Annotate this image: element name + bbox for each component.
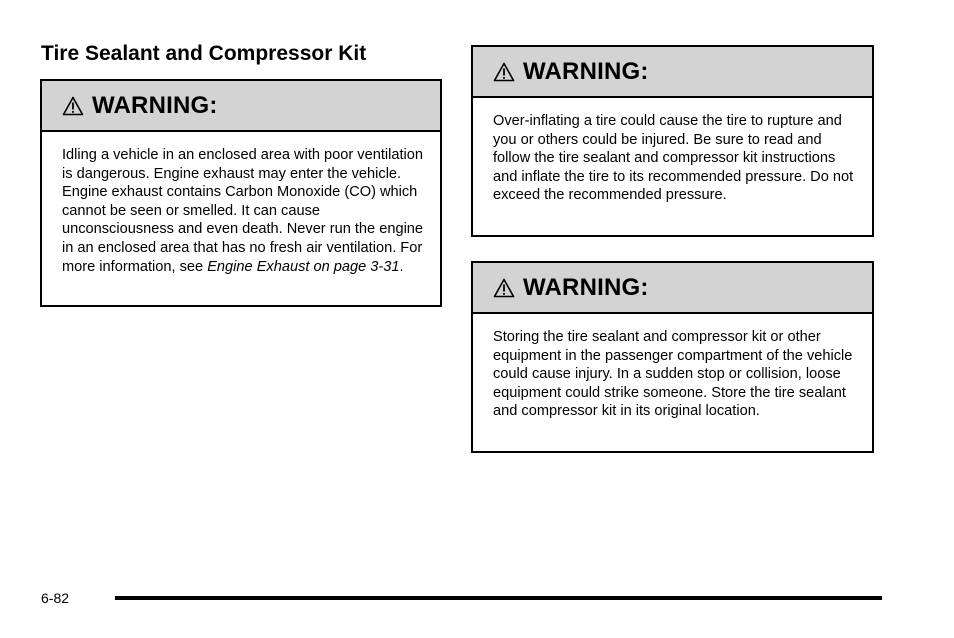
warning-text: Over-inflating a tire could cause the tire to rupture and you or others could be injured. Be sure to read and follow the tire sealant and compressor kit instructions and inflate the tire to its recommended pressure. Do not exceed the recommended pressure. [493,113,854,204]
warning-title: WARNING: [92,91,218,119]
warning-body [473,314,872,431]
warning-title: WARNING: [523,273,649,301]
warning-header [473,263,872,314]
warning-header [473,47,872,98]
cross-reference-link[interactable]: Engine Exhaust on page 3-31 [207,258,400,275]
warning-body [42,132,440,286]
warning-box-storage [471,261,874,453]
warning-triangle-icon [493,278,515,298]
warning-triangle-icon [493,62,515,82]
warning-box-overinflation [471,45,874,237]
warning-body [473,98,872,215]
footer-rule [115,596,882,600]
warning-header [42,81,440,132]
warning-text-suffix: . [399,258,404,275]
warning-text: Idling a vehicle in an enclosed area with poor ventilation is dangerous. Engine exhaust may enter the vehicle. Engine exhaust contains Carbon Monoxide (CO) which cannot be seen or smelled. It can cause unconsciousness and even death. Never run the engine in an enclosed area that has no fresh air ventilation. For more information, see [62,147,424,275]
warning-title: WARNING: [523,57,649,85]
section-title: Tire Sealant and Compressor Kit [41,42,367,65]
warning-triangle-icon [62,96,84,116]
warning-box-exhaust [40,79,442,307]
page-number: 6-82 [41,590,70,606]
warning-text: Storing the tire sealant and compressor kit or other equipment in the passenger compartment of the vehicle could cause injury. In a sudden stop or collision, loose equipment could strike someone. Store the tire sealant and compressor kit in its original location. [493,329,853,420]
